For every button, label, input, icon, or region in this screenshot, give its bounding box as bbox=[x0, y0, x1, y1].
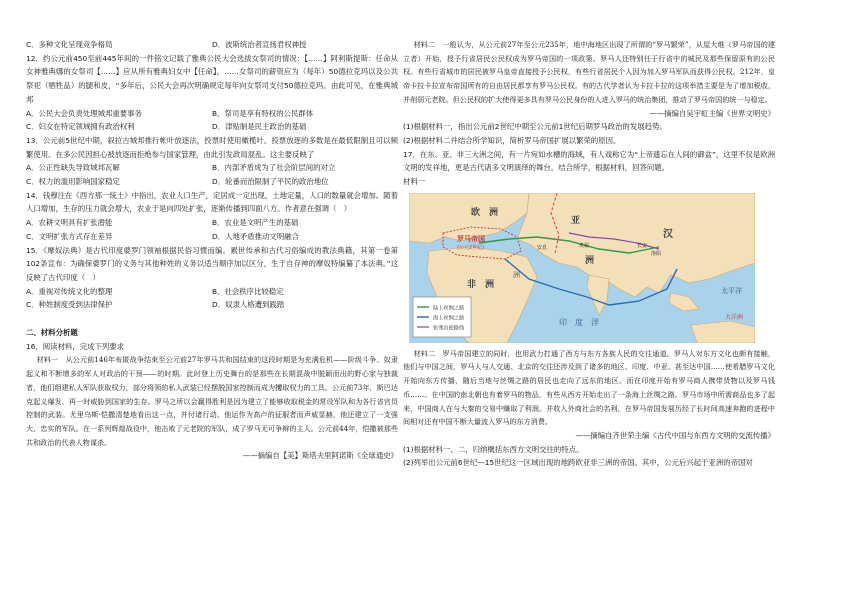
left-column bbox=[26, 38, 398, 463]
australia-landmass bbox=[691, 321, 755, 343]
option: A．重视对传统文化的整理 bbox=[26, 286, 113, 296]
source-citation: ——摘编自齐世荣主编《古代中国与东西方文明的交流传播》 bbox=[575, 430, 775, 440]
map-label-rome: 罗马帝国 bbox=[457, 234, 485, 243]
legend-label: 张骞出使路线 bbox=[433, 325, 465, 332]
q14-stem: 14．钱穆注在《西方那一统土》中指出，农业人口生产，定居成一定出现，土地定量，人口的数量就会增加。随着人口增加，生存的压力就会增大，农业于是向四处扩张，逐渐传播到四面八方。作者意在强调（ ） bbox=[26, 190, 398, 214]
q14-options-row-1 bbox=[26, 216, 398, 230]
option: C．权力的滥用影响国家稳定 bbox=[26, 177, 120, 187]
map-label-oceania: 大洋洲 bbox=[725, 313, 744, 321]
option: A．公民大会负责处理城邦重要事务 bbox=[26, 108, 142, 118]
q17-material-2: 材料二 罗马帝国建立的同时，也用武力打通了西方与东方各族人民的交往通道。罗马人对东方文化也颇有接触，他们与中国之间，罗马人与人交通、北京的交往还涉及到了诸多的地区、印度、中亚、甚至达中国……使希腊罗马文化开始向东方传播，随后当地与丝绸之路的居民也走向了远东的地区。而在印度开始有罗马商人携带货物以及罗马钱币……。在中国的南北朝也有着罗马的物品，有些从西方开始走出了一条海上丝绸之路。罗马市场中所需商品也多了起来，中国商人在与大秦的交易中赚取了利润。并收入外商社会的名利，在罗马帝国发展历经了长时间高速奔跑的进程中间相对还有中国不断大量流入罗马的东方消费。 bbox=[403, 348, 775, 427]
q13-stem: 13．公元前5世纪中期，叙拉古城邦推行帐叶放逐法，投票时使用橄榄叶。投票放逐的多数是在最低限制且可以频繁使用。在多公民因担心被放逐而拒绝参与国家管理，由此引发政局混乱。这主要反映了 bbox=[26, 135, 398, 159]
option: D．波斯统治者宣扬君权神授 bbox=[212, 40, 307, 49]
option: A．公正性缺失导致城邦瓦解 bbox=[26, 163, 120, 173]
map-label-luoyang: 洛阳 bbox=[651, 250, 662, 257]
right-column bbox=[403, 38, 775, 470]
map-label-africa-small: 洲 bbox=[513, 270, 520, 279]
map-label-pacific: 太平洋 bbox=[721, 286, 742, 295]
q17-stem: 17．在东、亚、非三大洲之间，有一片宛如水槽的海域，有人戏称它为“上帝遗忘在人间的御盆”，这里不仅是欧洲文明的发祥地，更是古代诸多文明演绎的舞台。结合所学，根据材料，回答问题。 bbox=[403, 149, 775, 173]
q12-options-row-2 bbox=[26, 120, 398, 134]
q13-options-row-2 bbox=[26, 175, 398, 189]
map-label-indian-ocean: 印 度 洋 bbox=[559, 317, 599, 327]
map-label-europe: 欧 洲 bbox=[471, 207, 499, 218]
q15-stem: 15．《摩奴法典》是古代印度婆罗门领袖根据民俗习惯而编。累世传承和古代习俗编成的教法典籍，其第一卷第102条宣布：为确保婆罗门的义务与其他种姓的义务以适当顺序加以区分，生于自存神的摩奴特编纂了本法典。”这反映了古代印度（ ） bbox=[26, 245, 398, 282]
q12-options-row-1 bbox=[26, 107, 398, 121]
map-label-anxi: 安息 bbox=[537, 244, 548, 251]
section-title: 二、材料分析题 bbox=[26, 328, 78, 338]
option: D．津贴制是民主政治的基础 bbox=[212, 122, 307, 132]
q16-sub-question-1: (1)根据材料一，指出公元前2世纪中期至公元前1世纪后期罗马政治的发展趋势。 bbox=[403, 122, 667, 132]
material-label: 材料一 bbox=[403, 177, 426, 187]
option: B．农业是文明产生的基础 bbox=[212, 218, 299, 228]
option: A．农耕文明具有扩张潜能 bbox=[26, 218, 113, 228]
q16-material-2: 材料二 一般认为，从公元前27年至公元235年，地中海地区出现了所谓的“罗马繁荣”，从屋大维（罗马帝国的建立者）开始，授予行省居民公民权成为罗马帝国的一项政策。罗马人还特别任于行省中的城民及那些保留原有的公民权。有些行省城市的居民被罗马皇帝直接授予公民权，有些行省居民个人因为加入罗马军队而获得公民权。212年，皇帝卡拉卡拉宣布帝国所有的自由居民都享有罗马公民权。有的古代学者认为卡拉卡拉的这项举措主要是为了增加税收，并削弱元老院。但公民权的扩大使得更多具有罗马公民身份的人进入罗马的统治集团，推动了罗马帝国的统一与稳定。 bbox=[403, 40, 775, 104]
source-citation: ——摘编自吴宇虹主编《世界文明史》 bbox=[649, 108, 775, 118]
q14-options-row-2 bbox=[26, 230, 398, 244]
q12-stem: 12．约公元前450至前445年间的一件铭文记载了雅典公民大会选拔女祭司的情况：【……】阿利斯提斯：任命从女神雅典娜的女祭司【……】应从所有雅典妇女中【任命】，……女祭司的薪资应为（每年）50德拉克玛以及公共祭祀（牺牲品）的腿和皮，“多年后，公民大会再次明确规定每年向女祭司支付50德拉克玛。由此可见，在雅典城邦 bbox=[26, 53, 398, 104]
option: C．文明扩张方式存在差异 bbox=[26, 231, 113, 241]
option: D．奴隶人格遭到践踏 bbox=[212, 300, 285, 310]
map-label-guishuang: 贵霜 bbox=[579, 242, 590, 249]
option: C．多种文化呈现竞争格局 bbox=[26, 40, 113, 49]
option: B．内部矛盾成为了社会阶层间的对立 bbox=[212, 163, 336, 173]
legend-label: 陆上丝绸之路 bbox=[433, 305, 465, 312]
option: B．社会秩序比较稳定 bbox=[212, 286, 284, 296]
map-graphic bbox=[409, 193, 755, 343]
silk-road-map bbox=[409, 193, 755, 343]
option: D．人地矛盾推动文明融合 bbox=[212, 231, 299, 241]
option: C．妇女在特定领域拥有政治权利 bbox=[26, 122, 135, 132]
q17-sub-question-1: (1)根据材料一、二，归纳概括东西方文明交往的特点。 bbox=[403, 444, 584, 454]
q16-sub-question-2: (2)根据材料二并结合所学知识，简析罗马帝国扩展以繁荣的原因。 bbox=[403, 135, 621, 145]
map-label-asia: 亚 bbox=[571, 215, 581, 226]
map-label-changan: 长安 bbox=[637, 242, 648, 249]
option: B．祭司是享有特权的公民群体 bbox=[212, 108, 314, 118]
legend-label: 海上丝绸之路 bbox=[433, 315, 465, 322]
option: C．种姓制度受到法律保护 bbox=[26, 300, 113, 310]
map-label-asia-2: 洲 bbox=[585, 255, 595, 266]
q16-material-1: 材料一 从公元前146年布匿战争结束至公元前27年罗马共和国结束的这段时期是为充满危机——阶级斗争、奴隶起义和不断增多的军人对政治的干预——的时期。此时登上历史舞台的是那些在长期混战中脱颖而出的野心家与独裁者，他们组建私人军队获取权力，部分将领的私人武装已经摆脱国家控制而成为攫取权力的工具。公元前73年，斯巴达克起义爆发，再一时威胁到国家的生存。罗马之所以会赢得胜利是因为建立了能够收取税金的常设军队和为各行省官员控制的武装。尤里乌斯·恺撒清楚地看出这一点，并付诸行动。他运作为高卢的征服者而声威显赫，他还建立了一支强大、忠实的军队。在一系列辉煌战役中，他击败了元老院的军队，成了罗马无可争辩的主人。公元前44年，恺撒被那些共和政治的代表人物谋杀。 bbox=[26, 355, 398, 447]
q15-options-row-2 bbox=[26, 298, 398, 312]
map-label-han: 汉 bbox=[663, 228, 673, 240]
q11-options-row bbox=[26, 38, 398, 52]
q13-options-row-1 bbox=[26, 161, 398, 175]
source-citation: ——摘编自【美】斯塔夫里阿诺斯《全球通史》 bbox=[242, 451, 398, 461]
q16-intro: 16．阅读材料，完成下列要求 bbox=[26, 341, 125, 351]
q15-options-row-1 bbox=[26, 285, 398, 299]
map-label-africa: 非 洲 bbox=[467, 279, 495, 290]
map-label-rome-sub: (公元2世纪) bbox=[457, 244, 485, 251]
q17-sub-question-2: (2)列举出公元前6世纪—15世纪这一区域出现的地跨欧亚非三洲的帝国。其中，公元后兴起于亚洲的帝国对 bbox=[403, 458, 753, 468]
option: D．轮番而治限制了平民的政治地位 bbox=[212, 177, 329, 187]
